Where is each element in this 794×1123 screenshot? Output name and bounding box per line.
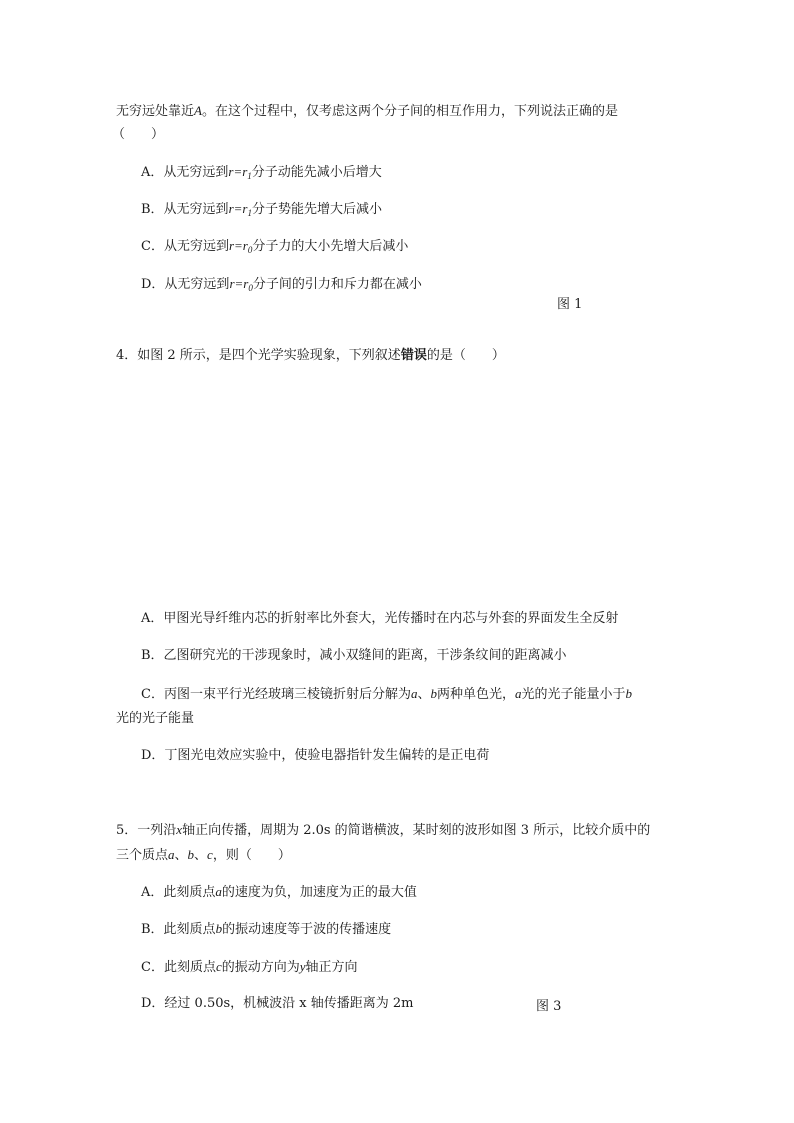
q4-option-b[interactable]: B．乙图研究光的干涉现象时，减小双缝间的距离，干涉条纹间的距离减小: [141, 648, 567, 663]
q5-stem-sep-1: 、: [174, 848, 188, 863]
q4-option-c-text-c: 光的光子能量小于: [521, 687, 626, 702]
q4-option-a[interactable]: A．甲图光导纤维内芯的折射率比外套大，光传播时在内芯与外套的界面发生全反射: [141, 611, 619, 626]
q3-option-a[interactable]: [141, 163, 382, 182]
q3-option-a-text: 分子动能先减小后增大: [251, 165, 382, 180]
q5-stem-text-b: 轴正向传播，周期为 2.0s 的简谐横波，某时刻的波形如图 3 所示，比较介质中的: [182, 823, 651, 838]
q5-option-b-prefix: B．此刻质点: [141, 922, 216, 937]
q4-option-c-var-b: b: [430, 686, 437, 701]
q3-option-c-r: r=r: [228, 238, 248, 253]
q5-option-c-var-y: y: [299, 959, 306, 974]
q4-stem-text-a: 4．如图 2 所示，是四个光学实验现象，下列叙述: [116, 348, 401, 363]
q5-option-c-var: c: [215, 959, 222, 974]
q5-option-a[interactable]: [141, 883, 417, 902]
q3-option-d-r: r=r: [229, 276, 249, 291]
q5-stem-line-2: [116, 846, 291, 865]
q5-option-b-var: b: [215, 921, 223, 936]
q3-option-a-prefix: A．从无穷远到: [141, 165, 229, 180]
q4-option-c[interactable]: [141, 685, 632, 704]
q4-stem-line: [116, 347, 505, 365]
q5-option-b-text: 的振动速度等于波的传播速度: [222, 922, 392, 937]
q5-stem-var-x: x: [176, 822, 183, 837]
q5-option-c[interactable]: [141, 958, 358, 977]
q3-option-b-prefix: B．从无穷远到: [141, 202, 229, 217]
q3-option-a-sub: 1: [247, 171, 252, 181]
q4-stem-emphasis: 错误: [400, 348, 427, 363]
q3-option-b-sub: 1: [247, 208, 252, 218]
q5-option-c-text-b: 轴正方向: [305, 960, 358, 975]
q5-option-a-text: 的速度为负，加速度为正的最大值: [221, 885, 417, 900]
q3-option-c-text: 分子力的大小先增大后减小: [252, 239, 409, 254]
q3-option-d-prefix: D．从无穷远到: [141, 277, 230, 292]
figure-1-label: 图 1: [557, 297, 583, 312]
q5-stem-var-b: b: [187, 847, 195, 862]
q5-stem-text-a: 5．一列沿: [116, 823, 177, 838]
q5-stem-text-d: ，则（ ）: [212, 848, 291, 863]
q3-option-d-text: 分子间的引力和斥力都在减小: [252, 277, 422, 292]
q4-stem-text-b: 的是（ ）: [426, 348, 505, 363]
q4-option-d[interactable]: D．丁图光电效应实验中，使验电器指针发生偏转的是正电荷: [141, 748, 490, 763]
q3-answer-paren: （ ）: [112, 127, 165, 142]
q4-option-c-continued: 光的光子能量: [116, 711, 195, 726]
q3-option-b-text: 分子势能先增大后减小: [251, 202, 382, 217]
q4-option-c-text-b: 两种单色光，: [436, 687, 515, 702]
q5-option-d[interactable]: D．经过 0.50s，机械波沿 x 轴传播距离为 2m: [141, 996, 414, 1011]
q5-option-a-prefix: A．此刻质点: [141, 885, 216, 900]
q3-option-c[interactable]: [141, 237, 408, 256]
q4-option-c-sep: 、: [417, 687, 431, 702]
q5-option-b[interactable]: [141, 920, 391, 939]
q5-option-a-var: a: [215, 884, 222, 899]
q5-stem-var-a: a: [168, 847, 175, 862]
q5-option-c-text-a: 的振动方向为: [221, 960, 300, 975]
q3-stem-var: A: [194, 103, 202, 118]
q5-stem-var-c: c: [207, 847, 213, 862]
q4-option-c-var-a2: a: [514, 686, 522, 701]
q3-option-b[interactable]: [141, 200, 382, 219]
q5-stem-line-1: [116, 821, 650, 840]
q3-option-b-r: r=r: [228, 201, 248, 216]
q3-option-d-sub: 0: [248, 283, 253, 293]
q3-option-d[interactable]: [141, 275, 422, 294]
q3-stem-text-a: 无穷远处靠近: [116, 104, 195, 119]
q3-stem-text-b: 。在这个过程中，仅考虑这两个分子间的相互作用力，下列说法正确的是: [201, 104, 618, 119]
q3-option-c-prefix: C．从无穷远到: [141, 239, 229, 254]
q3-stem-line: [116, 102, 618, 121]
q5-stem-sep-2: 、: [194, 848, 208, 863]
q4-option-c-var-a: a: [410, 686, 418, 701]
q4-option-c-text-a: C．丙图一束平行光经玻璃三棱镜折射后分解为: [141, 687, 411, 702]
q3-option-a-r: r=r: [228, 164, 248, 179]
q5-stem-text-c: 三个质点: [116, 848, 169, 863]
figure-3-label: 图 3: [536, 999, 562, 1014]
q3-option-c-sub: 0: [247, 245, 253, 255]
q5-option-c-prefix: C．此刻质点: [141, 960, 216, 975]
q4-option-c-var-b2: b: [625, 686, 632, 701]
